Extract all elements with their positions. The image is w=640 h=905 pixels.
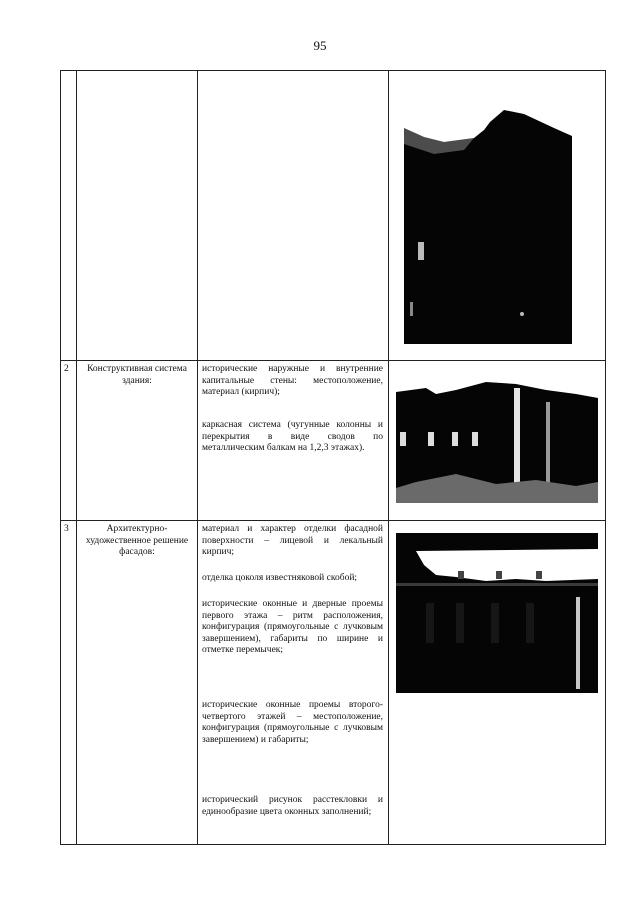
monument-table — [60, 70, 606, 845]
row-paragraph: исторические оконные и дверные проемы первого этажа – ритм расположения, конфигурация (прямоугольные с лучковым завершением), габариты по ширине и отметке перемычек; — [202, 599, 383, 655]
row-paragraph: исторические оконные проемы второго-четвертого этажей – местоположение, конфигурация (прямоугольные с лучковым завершением) и габариты; — [202, 700, 383, 745]
column-divider-1 — [76, 70, 77, 845]
row-divider-2 — [60, 520, 606, 521]
row-title: Архитектурно-художественное решение фасадов: — [85, 524, 189, 557]
row-divider-1 — [60, 360, 606, 361]
table-border-bottom — [60, 844, 606, 845]
row-paragraph: каркасная система (чугунные колонны и перекрытия в виде сводов по металлическим балкам на 1,2,3 этажах). — [202, 420, 383, 453]
row-paragraph: исторические наружные и внутренние капитальные стены: местоположение, материал (кирпич); — [202, 364, 383, 397]
row-title: Конструктивная система здания: — [87, 364, 187, 386]
row-paragraph: отделка цоколя известняковой скобой; — [202, 573, 358, 583]
row-number: 3 — [64, 524, 69, 534]
column-divider-3 — [388, 70, 389, 845]
building-photo-1 — [404, 92, 572, 344]
table-border-right — [605, 70, 606, 845]
page-number: 95 — [313, 38, 327, 53]
row-number: 2 — [64, 364, 69, 374]
column-divider-2 — [197, 70, 198, 845]
building-photo-3 — [396, 533, 598, 693]
building-photo-2 — [396, 370, 598, 503]
table-border-left — [60, 70, 61, 845]
row-paragraph: материал и характер отделки фасадной поверхности – лицевой и лекальный кирпич; — [202, 524, 383, 557]
row-paragraph: исторический рисунок расстекловки и единообразие цвета оконных заполнений; — [202, 795, 383, 817]
table-border-top — [60, 70, 606, 71]
